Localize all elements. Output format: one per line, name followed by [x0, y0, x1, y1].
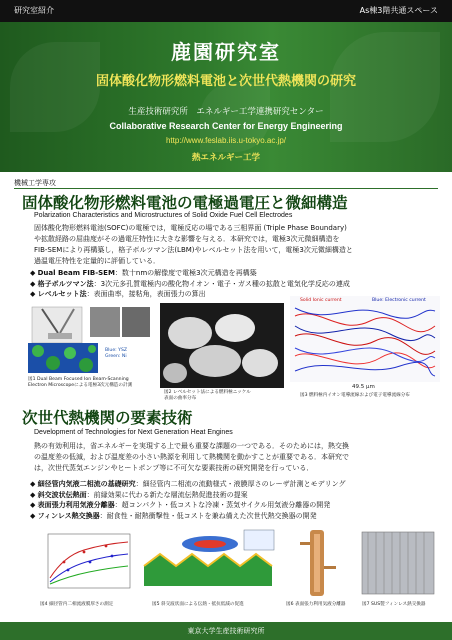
nickel-curvature-image [160, 303, 284, 388]
finless-heat-exchanger-image [356, 526, 440, 600]
top-bar-location: As棟3階共通スペース [359, 6, 438, 15]
figure3-scale-label: 49.5 μm [352, 384, 375, 390]
institute-names: 生産技術研究所 エネルギー工学連携研究センター [128, 107, 324, 117]
current-streamline-plot [290, 296, 440, 382]
section1-title: 固体酸化物形燃料電池の電極過電圧と微細構造 [22, 194, 348, 212]
section1-body-line: FIB-SEMにより再構築し，格子ボルツマン法(LBM)やレベルセット法を用いて，電極3次元微細構造と [34, 246, 353, 254]
section2-body [34, 441, 434, 474]
bullet-item: ◆ 細径管内気液二相流の基礎研究：細径管内二相流の流動様式・液膜厚さのレーザ計測とモデリング [30, 480, 346, 488]
lab-url-link[interactable]: http://www.feslab.iis.u-tokyo.ac.jp/ [165, 136, 287, 145]
figure7-finless-exchanger-photo [356, 526, 440, 600]
film-thickness-graph [34, 528, 134, 598]
lab-subtitle: 固体酸化物形燃料電池と次世代熱機関の研究 [95, 74, 356, 89]
section2-english-subtitle: Development of Technologies for Next Generation Heat Engines [34, 429, 233, 436]
department-label: 機械工学専攻 [14, 179, 56, 187]
section1-body-line: や拡散経路の屈曲度がその過電圧特性に大きな影響を与える．本研究では，電極3次元微細構造を [34, 235, 340, 243]
section1-bullets [30, 268, 440, 300]
lab-field-name: 熱エネルギー工学 [191, 153, 260, 163]
figure3-current-streamlines [290, 296, 440, 382]
section1-body-line: 過温電圧特性を定量的に評価している． [34, 257, 160, 265]
figure1-legend: Blue: YSZ Green: Ni [105, 348, 128, 359]
figure6-separator-photo [288, 526, 348, 600]
figure1-caption: 図1 Dual Beam Focused Ion Beam-Scanning Electron Microscopeによる電極3次元構造の計測 [28, 377, 133, 388]
bullet-item: ◆ レベルセット法：表面曲率，接粘角，表面張力の算出 [30, 290, 206, 298]
top-bar [0, 0, 452, 22]
figure3-ionic-label: Solid Ionic current [300, 298, 342, 303]
figure7-caption: 図7 SUS製フィンレス熱交換器 [362, 602, 426, 607]
ysz-ni-structure-render [28, 343, 98, 373]
section1-body [34, 223, 434, 267]
figure1-3d-structure [28, 343, 98, 373]
figure2-curvature-render [160, 303, 284, 388]
lab-title: 鹿園研究室 [171, 40, 281, 64]
divider [14, 188, 438, 189]
section2-body-line: 熱の有効利用は，省エネルギーを実現する上で最も重要な課題の一つである．そのためには，熱交換 [34, 442, 349, 450]
figure5-wavy-surface [140, 526, 280, 600]
figure2-caption: 図2 レベルセット法による燃料極ニッケル 表面の曲率分布 [164, 390, 251, 401]
gas-liquid-separator-image [288, 526, 348, 600]
bullet-item: ◆ Dual Beam FIB-SEM：数十nmの解像度で電極3次元構造を再構築 [30, 269, 257, 277]
bullet-item: ◆ フィンレス熱交換器：耐食性・耐熱衝撃性・低コストを兼ね備えた次世代熱交換器の開発 [30, 511, 317, 520]
figure5-caption: 図5 斜交波状面による伝熱・抵抗低減の促進 [152, 602, 244, 607]
figure3-caption: 図3 燃料極内イオン電導流線および電子電導流線分布 [300, 393, 410, 398]
section2-title: 次世代熱機関の要素技術 [22, 409, 193, 427]
figure3-electronic-label: Blue: Electronic current [372, 298, 426, 303]
section2-body-line: の温度差の低減，および温度差の小さい熱源を利用して熱機関を動かすことが重要である．本研究で [34, 453, 349, 461]
top-bar-left-label: 研究室紹介 [14, 6, 54, 15]
bullet-item: ◆ 格子ボルツマン法：3次元多孔質電極内の酸化物イオン・電子・ガス種の拡散と電気化学反応の連成 [30, 279, 350, 288]
bullet-item: ◆ 表面張力利用気液分離器：超コンパクト・低コストな冷凍・蒸気サイクル用気液分離器の開発 [30, 501, 331, 509]
footer-institution: 東京大学生産技術研究所 [187, 627, 265, 635]
figure4-film-thickness-plot [34, 528, 134, 598]
figure4-caption: 図4 細径管内二相流液膜厚さの測定 [40, 602, 114, 607]
footer-bar [0, 622, 452, 640]
section1-body-line: 固体酸化物形燃料電池(SOFC)の電極では，電極反応の場である三相界面 (Triple Phase Boundary) [34, 224, 347, 232]
header-banner [0, 22, 452, 172]
section2-body-line: は，次世代蒸気エンジンやヒートポンプ等に不可欠な要素技術の研究開発を行っている． [34, 464, 314, 472]
bullet-item: ◆ 斜交波状伝熱面：前縁効果に代わる新たな層流伝熱促進技術の提案 [30, 490, 248, 499]
wavy-heat-transfer-surface [140, 526, 280, 600]
center-english-name: Collaborative Research Center for Energy Engineering [109, 121, 343, 131]
section2-bullets [30, 479, 440, 521]
section1-english-subtitle: Polarization Characteristics and Microstructures of Solid Oxide Fuel Cell Electrodes [34, 212, 293, 219]
figure6-caption: 図6 表面張力利用気液分離器 [286, 602, 346, 607]
